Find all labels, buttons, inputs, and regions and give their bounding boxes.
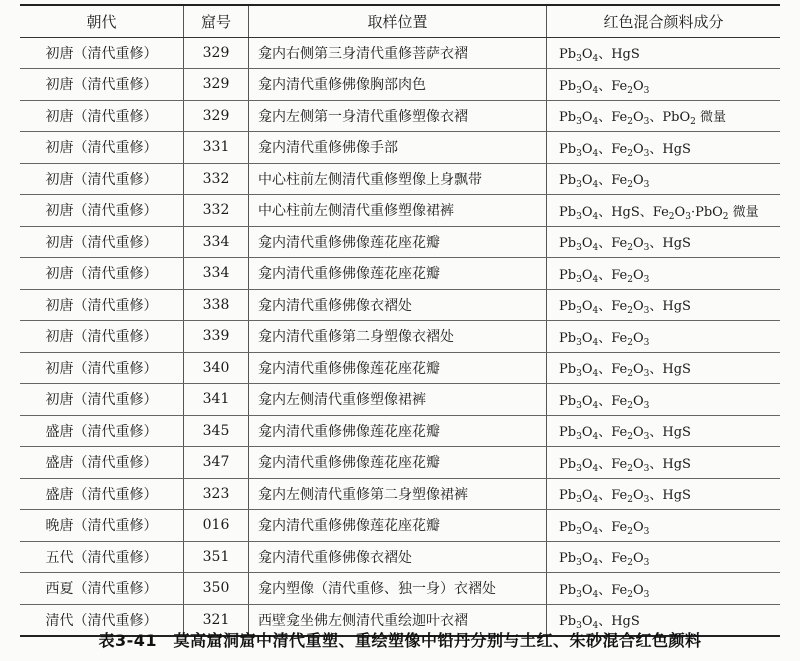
- formula-subscript: 2: [627, 369, 633, 380]
- formula-subscript: 4: [592, 54, 599, 65]
- formula-text: O: [581, 47, 593, 63]
- formula-text: O: [632, 267, 644, 283]
- table-row: [20, 226, 780, 258]
- formula-text: Pb: [559, 47, 577, 63]
- formula-text: 、HgS: [598, 614, 640, 630]
- cell-pigment-composition: [547, 226, 781, 258]
- formula-subscript: 3: [576, 54, 582, 65]
- formula-text: O: [581, 551, 593, 567]
- cell-cave-number: 334: [184, 226, 249, 258]
- pigment-formula: [559, 331, 649, 346]
- formula-subscript: 3: [576, 337, 582, 348]
- formula-subscript: 2: [690, 117, 696, 128]
- cell-pigment-composition: [547, 510, 781, 542]
- cell-pigment-composition: [547, 447, 781, 479]
- cell-dynasty: 清代（清代重修）: [20, 604, 184, 636]
- table-row: [20, 100, 780, 132]
- cell-sample-location: 中心柱前左侧清代重修塑像上身飘带: [249, 163, 547, 195]
- cell-cave-number: 341: [184, 384, 249, 416]
- cell-dynasty: 盛唐（清代重修）: [20, 447, 184, 479]
- formula-subscript: 3: [643, 526, 650, 537]
- formula-subscript: 2: [627, 432, 633, 443]
- cell-cave-number: 332: [184, 195, 249, 227]
- formula-text: O: [581, 425, 593, 441]
- formula-subscript: 3: [643, 274, 650, 285]
- cell-cave-number: 347: [184, 447, 249, 479]
- formula-subscript: 3: [576, 180, 582, 191]
- cell-dynasty: 西夏（清代重修）: [20, 573, 184, 605]
- formula-subscript: 3: [576, 117, 582, 128]
- formula-text: Pb: [559, 78, 577, 94]
- formula-text: 、Fe: [598, 582, 628, 598]
- cell-cave-number: 345: [184, 415, 249, 447]
- cell-sample-location: 龛内清代重修佛像衣褶处: [249, 541, 547, 573]
- formula-text: O: [581, 456, 593, 472]
- cell-pigment-composition: [547, 100, 781, 132]
- formula-subscript: 3: [576, 589, 582, 600]
- formula-text: O: [581, 614, 593, 630]
- formula-subscript: 3: [643, 432, 650, 443]
- formula-text: 、Fe: [598, 393, 628, 409]
- formula-text: O: [632, 141, 644, 157]
- cell-sample-location: 龛内塑像（清代重修、独一身）衣褶处: [249, 573, 547, 605]
- cell-cave-number: 323: [184, 478, 249, 510]
- formula-text: O: [632, 110, 644, 126]
- formula-subscript: 4: [592, 463, 599, 474]
- table-row: [20, 510, 780, 542]
- formula-subscript: 3: [643, 243, 650, 254]
- formula-text: Pb: [559, 614, 577, 630]
- formula-text: 、HgS: [649, 425, 691, 441]
- formula-subscript: 2: [668, 211, 675, 222]
- pigment-formula: [559, 488, 691, 506]
- cell-dynasty: 初唐（清代重修）: [20, 258, 184, 290]
- cell-sample-location: 龛内清代重修佛像莲花座花瓣: [249, 226, 547, 258]
- table-row: [20, 289, 780, 321]
- formula-text: Pb: [559, 173, 577, 189]
- cell-sample-location: 龛内清代重修第二身塑像衣褶处: [249, 321, 547, 353]
- cell-sample-location: 龛内清代重修佛像莲花座花瓣: [249, 415, 547, 447]
- pigment-formula: [559, 425, 691, 443]
- cell-sample-location: 龛内清代重修佛像莲花座花瓣: [249, 447, 547, 479]
- cell-pigment-composition: [547, 352, 781, 384]
- formula-text: O: [632, 78, 644, 94]
- formula-subscript: 3: [643, 463, 650, 474]
- formula-text: Pb: [559, 393, 577, 409]
- formula-text: 、Fe: [598, 330, 628, 346]
- pigment-formula: [559, 614, 640, 632]
- formula-text: 、Fe: [598, 141, 628, 157]
- formula-subscript: 2: [627, 180, 633, 191]
- pigment-formula: [559, 110, 726, 128]
- formula-subscript: 3: [576, 432, 582, 443]
- formula-text: O: [632, 582, 644, 598]
- header-dynasty: 朝代: [20, 5, 184, 37]
- formula-text: 微量: [695, 110, 726, 126]
- pigment-formula: [559, 79, 649, 94]
- cell-cave-number: 016: [184, 510, 249, 542]
- formula-text: Pb: [559, 519, 577, 535]
- formula-text: O: [581, 267, 593, 283]
- formula-subscript: 4: [592, 211, 599, 222]
- pigment-table: [20, 4, 780, 637]
- formula-text: Pb: [559, 488, 577, 504]
- cell-dynasty: 初唐（清代重修）: [20, 226, 184, 258]
- pigment-formula: [559, 299, 691, 317]
- formula-subscript: 3: [643, 306, 650, 317]
- formula-text: 、Fe: [598, 299, 628, 315]
- formula-subscript: 2: [627, 589, 633, 600]
- table-row: [20, 69, 780, 101]
- cell-sample-location: 西壁龛坐佛左侧清代重绘迦叶衣褶: [249, 604, 547, 636]
- formula-text: 、Fe: [598, 267, 628, 283]
- formula-subscript: 4: [592, 369, 599, 380]
- formula-subscript: 4: [592, 432, 599, 443]
- formula-text: Pb: [559, 110, 577, 126]
- table-row: [20, 195, 780, 227]
- pigment-formula: [559, 520, 649, 535]
- cell-cave-number: 329: [184, 69, 249, 101]
- table-row: [20, 447, 780, 479]
- formula-subscript: 3: [576, 243, 582, 254]
- formula-text: O: [632, 330, 644, 346]
- cell-dynasty: 初唐（清代重修）: [20, 289, 184, 321]
- table-row: [20, 352, 780, 384]
- cell-sample-location: 龛内左侧清代重修塑像裙裤: [249, 384, 547, 416]
- cell-dynasty: 初唐（清代重修）: [20, 69, 184, 101]
- formula-subscript: 4: [592, 180, 599, 191]
- cell-pigment-composition: [547, 69, 781, 101]
- formula-text: O: [632, 173, 644, 189]
- pigment-formula: [559, 142, 691, 157]
- formula-text: O: [632, 236, 644, 252]
- cell-pigment-composition: [547, 163, 781, 195]
- formula-text: O: [581, 362, 593, 378]
- formula-text: 、PbO: [649, 110, 691, 126]
- cell-sample-location: 龛内清代重修佛像衣褶处: [249, 289, 547, 321]
- formula-subscript: 2: [722, 211, 729, 222]
- formula-text: 、Fe: [598, 519, 628, 535]
- pigment-formula: [559, 583, 649, 598]
- table-row: [20, 163, 780, 195]
- formula-text: O: [581, 488, 593, 504]
- formula-subscript: 4: [592, 589, 599, 600]
- formula-text: 、HgS: [649, 456, 691, 472]
- cell-sample-location: 龛内右侧第三身清代重修菩萨衣褶: [249, 37, 547, 69]
- formula-text: O: [632, 488, 644, 504]
- header-row: [20, 5, 780, 37]
- formula-text: O: [632, 456, 644, 472]
- formula-subscript: 4: [592, 558, 599, 569]
- formula-subscript: 3: [576, 526, 582, 537]
- cell-pigment-composition: [547, 37, 781, 69]
- formula-subscript: 2: [627, 148, 633, 159]
- formula-subscript: 3: [643, 589, 650, 600]
- cell-cave-number: 350: [184, 573, 249, 605]
- formula-text: Pb: [559, 362, 577, 378]
- formula-text: O: [581, 78, 593, 94]
- header-pigment-composition: 红色混合颜料成分: [547, 5, 781, 37]
- formula-text: 、HgS: [649, 141, 691, 157]
- formula-subscript: 3: [576, 463, 582, 474]
- cell-pigment-composition: [547, 573, 781, 605]
- formula-text: O: [632, 519, 644, 535]
- formula-subscript: 4: [592, 621, 599, 632]
- formula-subscript: 4: [592, 337, 599, 348]
- cell-cave-number: 329: [184, 37, 249, 69]
- formula-text: 、HgS: [649, 488, 691, 504]
- formula-text: O: [581, 173, 593, 189]
- formula-subscript: 3: [576, 369, 582, 380]
- formula-text: O: [581, 204, 593, 220]
- formula-text: Pb: [559, 299, 577, 315]
- formula-subscript: 2: [627, 243, 633, 254]
- formula-subscript: 2: [627, 400, 633, 411]
- cell-sample-location: 中心柱前左侧清代重修塑像裙裤: [249, 195, 547, 227]
- formula-text: Pb: [559, 456, 577, 472]
- formula-subscript: 3: [576, 85, 582, 96]
- cell-pigment-composition: [547, 321, 781, 353]
- formula-text: O: [581, 393, 593, 409]
- cell-dynasty: 五代（清代重修）: [20, 541, 184, 573]
- pigment-formula: [559, 551, 650, 569]
- formula-text: O: [581, 110, 593, 126]
- formula-subscript: 3: [643, 117, 650, 128]
- formula-text: O: [632, 551, 644, 567]
- cell-sample-location: 龛内清代重修佛像手部: [249, 132, 547, 164]
- table-caption: 表3-41 莫高窟洞窟中清代重塑、重绘塑像中铅丹分别与土红、朱砂混合红色颜料: [98, 631, 702, 650]
- formula-text: 、Fe: [598, 456, 628, 472]
- formula-text: 、HgS: [598, 47, 640, 63]
- formula-subscript: 2: [627, 274, 633, 285]
- formula-subscript: 4: [592, 117, 599, 128]
- formula-subscript: 3: [685, 211, 691, 222]
- formula-text: O: [632, 362, 644, 378]
- formula-text: Pb: [559, 141, 577, 157]
- formula-text: O: [581, 236, 593, 252]
- formula-subscript: 3: [576, 306, 582, 317]
- formula-subscript: 4: [592, 85, 599, 96]
- formula-text: O: [632, 299, 644, 315]
- formula-text: O: [632, 425, 644, 441]
- formula-text: Pb: [559, 236, 577, 252]
- cell-cave-number: 338: [184, 289, 249, 321]
- formula-subscript: 3: [643, 369, 650, 380]
- cell-cave-number: 351: [184, 541, 249, 573]
- formula-subscript: 2: [627, 85, 633, 96]
- formula-text: Pb: [559, 330, 577, 346]
- table-row: [20, 541, 780, 573]
- formula-text: 、Fe: [598, 78, 628, 94]
- formula-text: 、HgS、Fe: [598, 204, 669, 220]
- formula-text: O: [581, 519, 593, 535]
- pigment-formula: [559, 394, 649, 409]
- cell-dynasty: 初唐（清代重修）: [20, 321, 184, 353]
- pigment-formula: [559, 268, 649, 283]
- formula-text: Pb: [559, 204, 577, 220]
- formula-text: ·PbO: [690, 204, 723, 220]
- header-cave-number: 窟号: [184, 5, 249, 37]
- formula-text: O: [581, 582, 593, 598]
- header-sample-location: 取样位置: [249, 5, 547, 37]
- formula-text: 、Fe: [598, 488, 628, 504]
- cell-cave-number: 321: [184, 604, 249, 636]
- formula-subscript: 3: [576, 621, 582, 632]
- table-header: [20, 5, 780, 37]
- formula-subscript: 3: [643, 400, 650, 411]
- formula-subscript: 4: [592, 306, 599, 317]
- formula-subscript: 3: [576, 211, 582, 222]
- formula-subscript: 2: [627, 337, 633, 348]
- formula-subscript: 4: [592, 274, 599, 285]
- formula-text: O: [674, 204, 686, 220]
- formula-subscript: 2: [627, 495, 633, 506]
- formula-text: Pb: [559, 267, 577, 283]
- formula-text: 、Fe: [598, 551, 628, 567]
- table-row: [20, 258, 780, 290]
- formula-text: 、Fe: [598, 110, 628, 126]
- formula-subscript: 3: [643, 85, 650, 96]
- pigment-formula: [559, 173, 650, 191]
- cell-pigment-composition: [547, 132, 781, 164]
- formula-subscript: 4: [592, 526, 599, 537]
- table-body: [20, 37, 780, 636]
- cell-sample-location: 龛内清代重修佛像莲花座花瓣: [249, 352, 547, 384]
- formula-subscript: 4: [592, 495, 599, 506]
- formula-text: 、HgS: [649, 362, 691, 378]
- formula-text: O: [581, 299, 593, 315]
- cell-dynasty: 初唐（清代重修）: [20, 163, 184, 195]
- formula-text: 、Fe: [598, 236, 628, 252]
- cell-dynasty: 初唐（清代重修）: [20, 37, 184, 69]
- formula-subscript: 2: [627, 526, 633, 537]
- formula-text: 、HgS: [649, 236, 691, 252]
- formula-text: 、Fe: [598, 362, 628, 378]
- cell-pigment-composition: [547, 541, 781, 573]
- cell-cave-number: 334: [184, 258, 249, 290]
- cell-dynasty: 盛唐（清代重修）: [20, 478, 184, 510]
- table-row: [20, 384, 780, 416]
- cell-sample-location: 龛内左侧清代重修第二身塑像裙裤: [249, 478, 547, 510]
- formula-subscript: 4: [592, 400, 599, 411]
- cell-cave-number: 339: [184, 321, 249, 353]
- cell-dynasty: 初唐（清代重修）: [20, 132, 184, 164]
- cell-sample-location: 龛内清代重修佛像莲花座花瓣: [249, 510, 547, 542]
- pigment-formula: [559, 236, 691, 254]
- cell-pigment-composition: [547, 195, 781, 227]
- formula-subscript: 4: [592, 243, 599, 254]
- formula-subscript: 3: [576, 148, 582, 159]
- pigment-formula: [559, 362, 691, 380]
- cell-dynasty: 盛唐（清代重修）: [20, 415, 184, 447]
- formula-text: 微量: [728, 204, 759, 220]
- formula-subscript: 3: [576, 400, 582, 411]
- formula-text: 、Fe: [598, 425, 628, 441]
- pigment-formula: [559, 47, 640, 65]
- formula-text: Pb: [559, 425, 577, 441]
- formula-subscript: 2: [627, 117, 633, 128]
- formula-subscript: 3: [643, 495, 650, 506]
- formula-subscript: 3: [576, 558, 582, 569]
- table-row: [20, 37, 780, 69]
- formula-text: Pb: [559, 551, 577, 567]
- cell-dynasty: 初唐（清代重修）: [20, 100, 184, 132]
- cell-pigment-composition: [547, 289, 781, 321]
- formula-subscript: 2: [627, 558, 633, 569]
- pigment-formula: [559, 457, 691, 472]
- table-row: [20, 132, 780, 164]
- formula-subscript: 3: [643, 180, 650, 191]
- cell-sample-location: 龛内清代重修佛像胸部肉色: [249, 69, 547, 101]
- formula-text: 、Fe: [598, 173, 628, 189]
- table-row: [20, 573, 780, 605]
- formula-subscript: 2: [627, 463, 633, 474]
- formula-text: O: [632, 393, 644, 409]
- pigment-formula: [559, 205, 759, 220]
- formula-text: O: [581, 330, 593, 346]
- formula-subscript: 3: [576, 274, 582, 285]
- formula-text: 、HgS: [649, 299, 691, 315]
- cell-pigment-composition: [547, 258, 781, 290]
- formula-subscript: 2: [627, 306, 633, 317]
- cell-cave-number: 332: [184, 163, 249, 195]
- cell-dynasty: 初唐（清代重修）: [20, 195, 184, 227]
- table-row: [20, 415, 780, 447]
- formula-text: O: [581, 141, 593, 157]
- cell-sample-location: 龛内左侧第一身清代重修塑像衣褶: [249, 100, 547, 132]
- cell-cave-number: 331: [184, 132, 249, 164]
- cell-dynasty: 初唐（清代重修）: [20, 384, 184, 416]
- cell-dynasty: 晚唐（清代重修）: [20, 510, 184, 542]
- formula-subscript: 3: [643, 558, 650, 569]
- formula-text: Pb: [559, 582, 577, 598]
- cell-pigment-composition: [547, 478, 781, 510]
- cell-dynasty: 初唐（清代重修）: [20, 352, 184, 384]
- cell-pigment-composition: [547, 384, 781, 416]
- cell-sample-location: 龛内清代重修佛像莲花座花瓣: [249, 258, 547, 290]
- table-row: [20, 478, 780, 510]
- formula-subscript: 4: [592, 148, 599, 159]
- cell-pigment-composition: [547, 415, 781, 447]
- table-row: [20, 321, 780, 353]
- cell-cave-number: 340: [184, 352, 249, 384]
- formula-subscript: 3: [643, 148, 650, 159]
- cell-cave-number: 329: [184, 100, 249, 132]
- formula-subscript: 3: [643, 337, 650, 348]
- formula-subscript: 3: [576, 495, 582, 506]
